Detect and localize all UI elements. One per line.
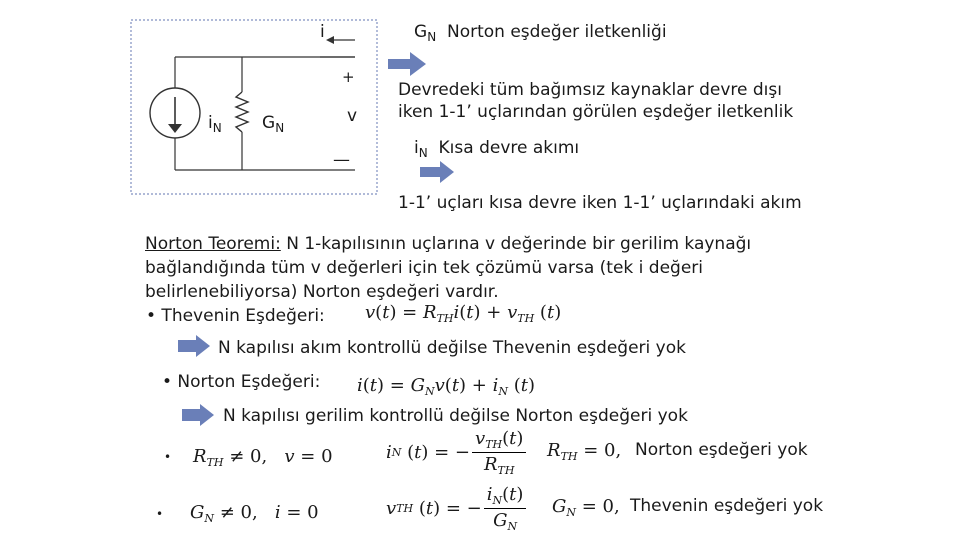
case2-gn-zero: $G_N = 0$, bbox=[552, 496, 620, 519]
norton-label: • Norton Eşdeğeri: bbox=[162, 372, 321, 392]
voltage-label: v bbox=[347, 106, 358, 126]
case1-bullet: • bbox=[164, 450, 172, 464]
norton-theorem-text bbox=[145, 232, 751, 304]
norton-note: N kapılısı gerilim kontrollü değilse Norton eşdeğeri yok bbox=[223, 406, 688, 426]
thevenin-equation: $v(t) = R_{TH}i(t) + v_{TH}$ (t) bbox=[365, 302, 562, 325]
case2-result: Thevenin eşdeğeri yok bbox=[630, 496, 824, 516]
arrow-icon bbox=[182, 404, 214, 426]
case1-rth-zero: $R_{TH} = 0$, bbox=[547, 440, 622, 463]
arrow-icon bbox=[388, 52, 426, 76]
plus-sign: + bbox=[342, 68, 355, 86]
arrow-icon bbox=[420, 161, 454, 183]
theorem-title: Norton Teoremi: bbox=[145, 234, 281, 254]
theorem-line1: N 1-kapılısının uçlarına v değerinde bir gerilim kaynağı bbox=[280, 234, 752, 254]
terminal-current-label: i bbox=[320, 22, 325, 42]
in-definition: $i_N$ Kısa devre akımı bbox=[414, 138, 580, 160]
case2-equation: v TH ( t ) = − $\frac{i_N(t)}{G_N}$ bbox=[386, 484, 528, 533]
thevenin-label: • Thevenin Eşdeğeri: bbox=[146, 306, 325, 326]
case2-condition: $G_N \ne 0$, i = 0 bbox=[190, 502, 319, 525]
gn-description-line1: Devredeki tüm bağımsız kaynaklar devre dışı bbox=[398, 80, 782, 100]
gn-description-line2: iken 1-1’ uçlarından görülen eşdeğer iletkenlik bbox=[398, 102, 794, 122]
arrow-icon bbox=[178, 335, 210, 357]
minus-sign: — bbox=[333, 150, 350, 170]
case1-result: Norton eşdeğeri yok bbox=[635, 440, 808, 460]
case1-condition: $R_{TH} \ne 0$, v = 0 bbox=[193, 446, 333, 469]
source-current-label: $i_N$ bbox=[208, 113, 222, 135]
resistor-symbol bbox=[236, 92, 248, 132]
case2-bullet: • bbox=[156, 507, 164, 521]
theorem-line2: bağlandığında tüm v değerleri için tek çözümü varsa (tek i değeri bbox=[145, 258, 704, 278]
in-description: 1-1’ uçları kısa devre iken 1-1’ uçlarındaki akım bbox=[398, 193, 802, 213]
gn-definition: $G_N$ Norton eşdeğer iletkenliği bbox=[414, 22, 667, 44]
norton-equation: $i(t) = G_Nv(t) + i_N$ (t) bbox=[357, 375, 536, 398]
conductance-label: $G_N$ bbox=[262, 113, 285, 135]
theorem-line3: belirlenebiliyorsa) Norton eşdeğeri vardır. bbox=[145, 282, 499, 302]
thevenin-note: N kapılısı akım kontrollü değilse Thevenin eşdeğeri yok bbox=[218, 338, 686, 358]
case1-equation: i N ( t ) = − $\frac{v_{TH}(t)}{R_{TH}}$ bbox=[386, 428, 528, 477]
